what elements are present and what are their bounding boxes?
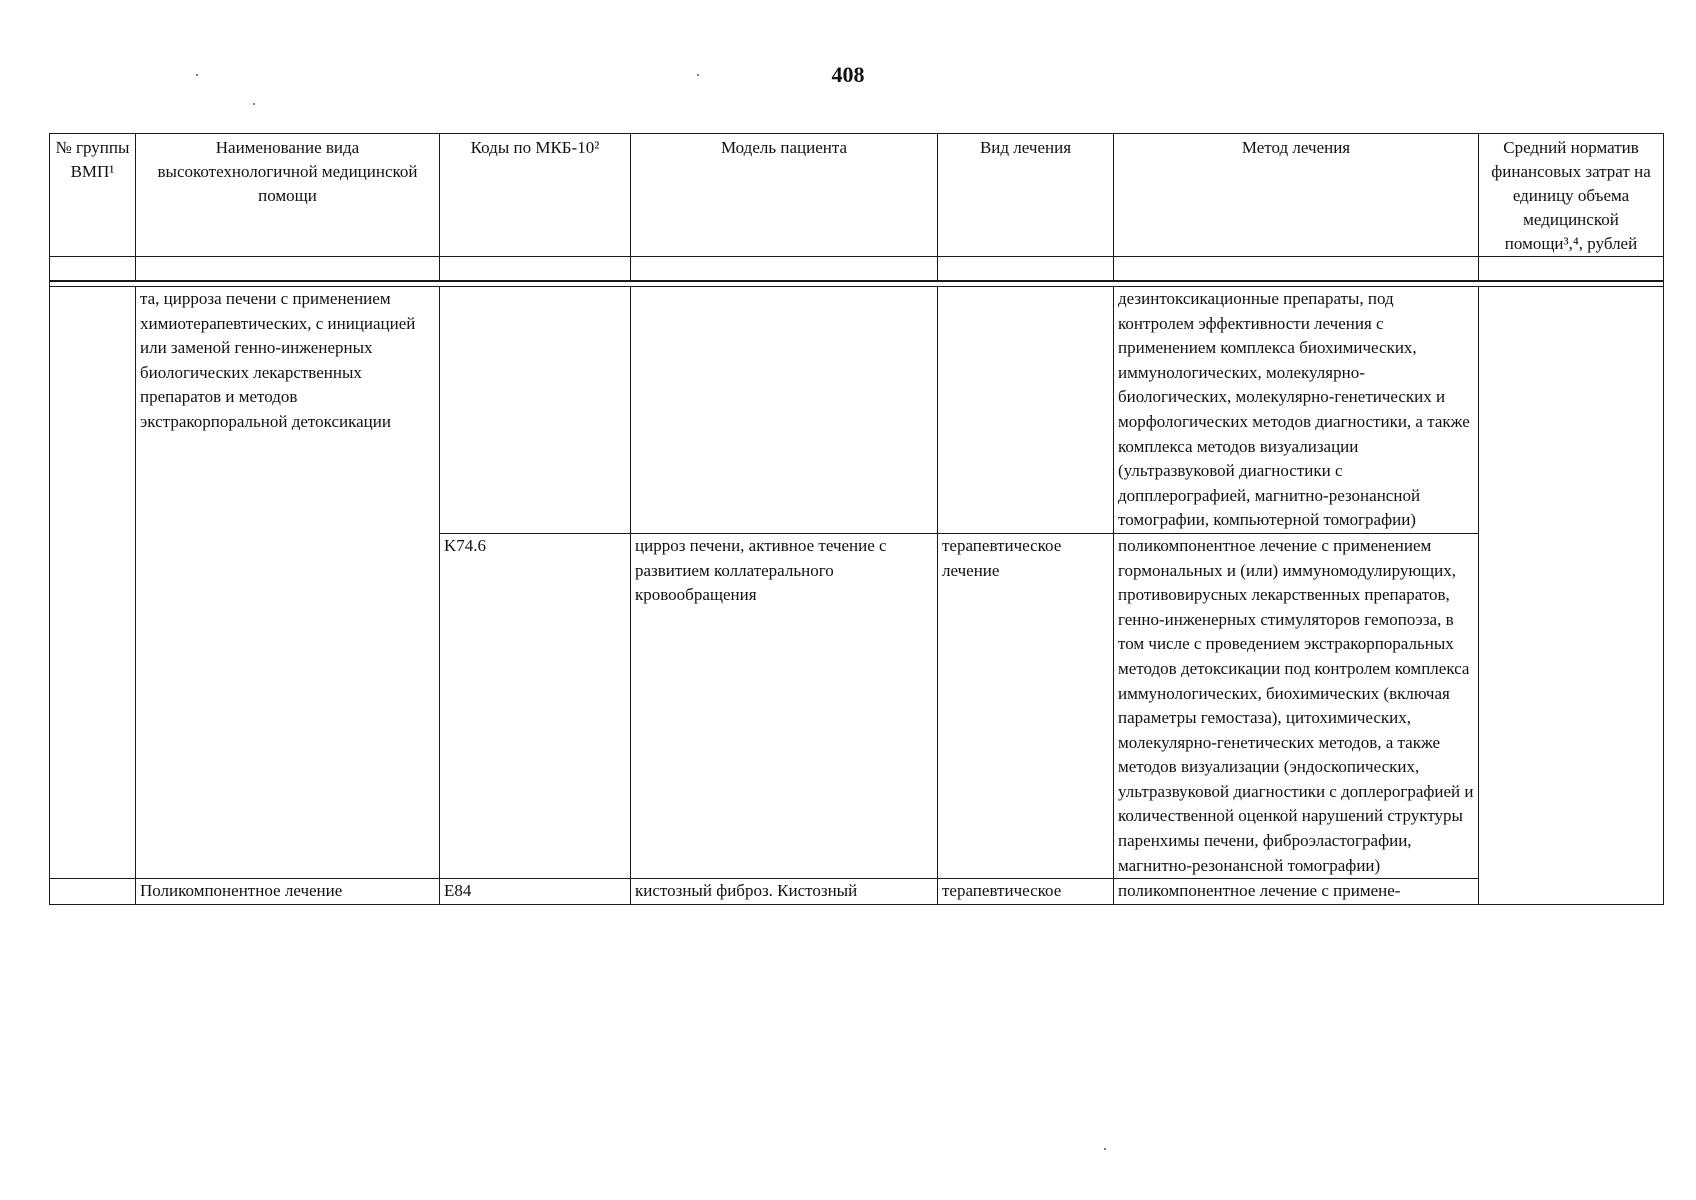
empty-cell <box>938 257 1114 282</box>
header-group-no: № группы ВМП¹ <box>50 134 136 257</box>
header-patient-model: Модель пациента <box>631 134 938 257</box>
empty-cell <box>1479 257 1664 282</box>
table-row <box>50 879 1664 905</box>
header-row <box>50 134 1664 257</box>
table-row <box>50 287 1664 534</box>
code-cell: K74.6 <box>440 533 631 878</box>
name-cell: та, цирроза печени с применением химиотерапевтических, с инициацией или заменой генно-инженерных биологических лекарственных препаратов и методов экстракорпоральной детоксикации <box>136 287 440 879</box>
code-cell <box>440 287 631 534</box>
empty-cell <box>50 257 136 282</box>
group-no-cell <box>50 287 136 879</box>
name-cell: Поликомпонентное лечение <box>136 879 440 905</box>
page-number: 408 <box>831 62 865 87</box>
scan-speck <box>196 74 198 76</box>
treatment-type-cell: терапевтическое лечение <box>938 533 1114 878</box>
treatment-type-cell: терапевтическое <box>938 879 1114 905</box>
empty-row <box>50 257 1664 282</box>
patient-model-cell: цирроз печени, активное течение с развитием коллатерального кровообращения <box>631 533 938 878</box>
empty-cell <box>440 257 631 282</box>
patient-model-cell <box>631 287 938 534</box>
scan-speck <box>697 74 699 76</box>
code-cell: E84 <box>440 879 631 905</box>
header-name: Наименование вида высокотехнологичной медицинской помощи <box>136 134 440 257</box>
empty-cell <box>1114 257 1479 282</box>
scan-speck <box>253 103 255 105</box>
scan-speck <box>1104 1148 1106 1150</box>
treatment-method-cell: поликомпонентное лечение с примене- <box>1114 879 1479 905</box>
header-treatment-type: Вид лечения <box>938 134 1114 257</box>
header-codes: Коды по МКБ-10² <box>440 134 631 257</box>
treatment-type-cell <box>938 287 1114 534</box>
cost-cell <box>1479 287 1664 905</box>
empty-cell <box>631 257 938 282</box>
group-no-cell <box>50 879 136 905</box>
vmp-table <box>49 133 1664 905</box>
treatment-method-cell: поликомпонентное лечение с применением гормональных и (или) иммуномодулирующих, противовирусных лекарственных препаратов, генно-инженерных стимуляторов гемопоэза, в том числе с проведением экстракорпоральных методов детоксикации под контролем комплекса иммунологических, биохимических (включая параметры гемостаза), цитохимических, молекулярно-генетических методов, а также методов визуализации (эндоскопических, ультразвуковой диагностики с доплерографией и количественной оценкой нарушений структуры паренхимы печени, фиброэластографии, магнитно-резонансной томографии) <box>1114 533 1479 878</box>
empty-cell <box>136 257 440 282</box>
patient-model-cell: кистозный фиброз. Кистозный <box>631 879 938 905</box>
header-treatment-method: Метод лечения <box>1114 134 1479 257</box>
header-cost: Средний норматив финансовых затрат на единицу объема медицинской помощи³,⁴, рублей <box>1479 134 1664 257</box>
treatment-method-cell: дезинтоксикационные препараты, под контролем эффективности лечения с применением комплекса биохимических, иммунологических, молекулярно-биологических, молекулярно-генетических и морфологических методов диагностики, а также комплекса методов визуализации (ультразвуковой диагностики с допплерографией, магнитно-резонансной томографии, компьютерной томографии) <box>1114 287 1479 534</box>
